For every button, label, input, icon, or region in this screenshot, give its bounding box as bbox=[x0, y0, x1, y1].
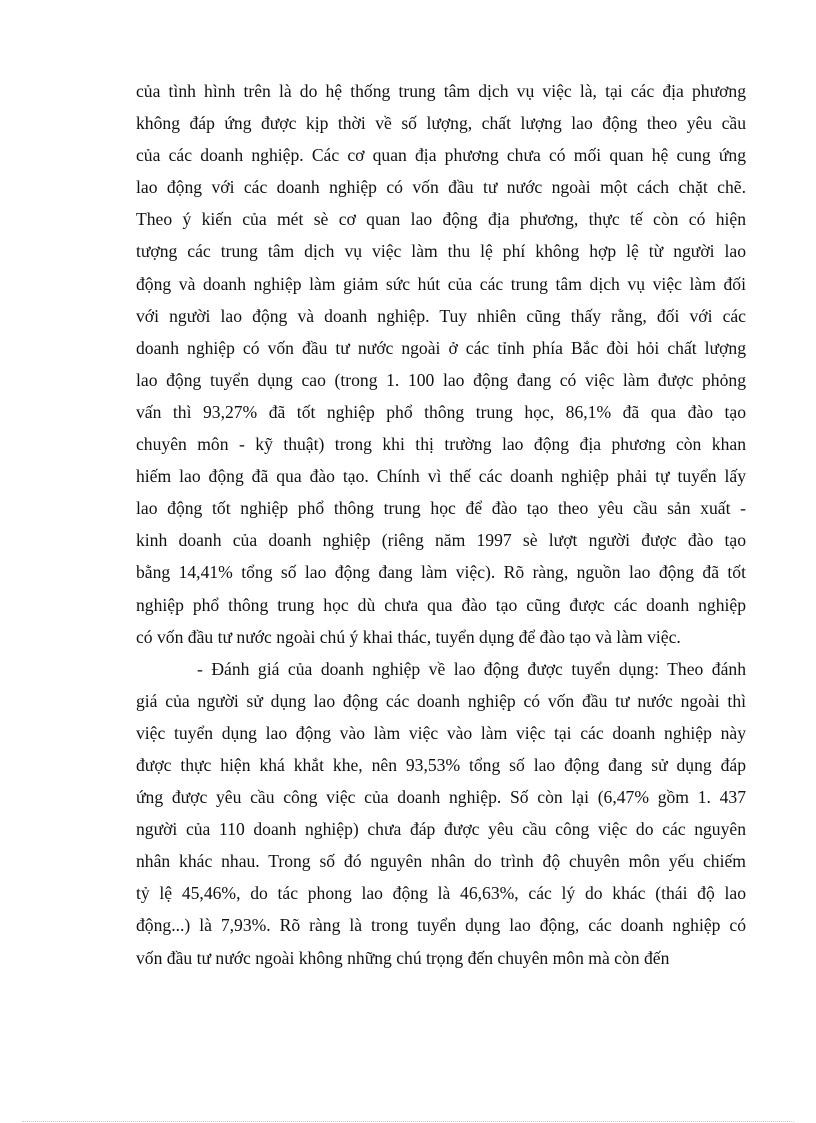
text-line: nhân khác nhau. Trong số đó nguyên nhân do trình độ chuyên môn yếu chiếm bbox=[136, 851, 746, 872]
text-line: chuyên môn - kỹ thuật) trong khi thị trường lao động địa phương còn khan bbox=[136, 434, 746, 455]
text-line: kinh doanh của doanh nghiệp (riêng năm 1997 sè lượt người được đào tạo bbox=[136, 530, 746, 551]
text-line: vốn đầu tư nước ngoài không những chú trọng đến chuyên môn mà còn đến bbox=[136, 947, 670, 968]
paragraph-1 bbox=[136, 75, 746, 653]
paragraph-2 bbox=[136, 653, 746, 974]
text-line: của tình hình trên là do hệ thống trung tâm dịch vụ việc là, tại các địa phương bbox=[136, 81, 746, 101]
text-line: lao động với các doanh nghiệp có vốn đầu tư nước ngoài một cách chặt chẽ. bbox=[136, 177, 746, 198]
text-line: ứng được yêu cầu công việc của doanh nghiệp. Số còn lại (6,47% gồm 1. 437 bbox=[136, 787, 746, 808]
text-line: với người lao động và doanh nghiệp. Tuy nhiên cũng thấy rằng, đối với các bbox=[136, 305, 746, 326]
text-line: có vốn đầu tư nước ngoài chú ý khai thác, tuyển dụng để đào tạo và làm việc. bbox=[136, 626, 681, 647]
text-line: được thực hiện khá khắt khe, nên 93,53% tổng số lao động đang sử dụng đáp bbox=[136, 754, 746, 775]
text-line: lao động tuyển dụng cao (trong 1. 100 lao động đang có việc làm được phỏng bbox=[136, 369, 746, 390]
text-line: - Đánh giá của doanh nghiệp về lao động được tuyển dụng: Theo đánh bbox=[197, 658, 746, 679]
text-line: giá của người sử dụng lao động các doanh nghiệp có vốn đầu tư nước ngoài thì bbox=[136, 690, 746, 711]
text-line: bằng 14,41% tổng số lao động đang làm việc). Rõ ràng, nguồn lao động đã tốt bbox=[136, 562, 746, 583]
text-line: doanh nghiệp có vốn đầu tư nước ngoài ở các tỉnh phía Bắc đòi hỏi chất lượng bbox=[136, 337, 746, 358]
text-line: không đáp ứng được kịp thời về số lượng, chất lượng lao động theo yêu cầu bbox=[136, 113, 746, 134]
text-line: tỷ lệ 45,46%, do tác phong lao động là 46,63%, các lý do khác (thái độ lao bbox=[136, 883, 746, 904]
text-line: lao động tốt nghiệp phổ thông trung học để đào tạo theo yêu cầu sản xuất - bbox=[136, 498, 746, 519]
text-line: việc tuyển dụng lao động vào làm việc vào làm việc tại các doanh nghiệp này bbox=[136, 722, 746, 743]
text-line: vấn thì 93,27% đã tốt nghiệp phổ thông trung học, 86,1% đã qua đào tạo bbox=[136, 401, 746, 422]
text-line: tượng các trung tâm dịch vụ việc làm thu lệ phí không hợp lệ từ người lao bbox=[136, 241, 746, 262]
text-line: nghiệp phổ thông trung học dù chưa qua đào tạo cũng được các doanh nghiệp bbox=[136, 594, 746, 615]
text-line: động và doanh nghiệp làm giảm sức hút của các trung tâm dịch vụ việc làm đối bbox=[136, 273, 746, 294]
body-text bbox=[136, 75, 746, 974]
text-line: người của 110 doanh nghiệp) chưa đáp được yêu cầu công việc do các nguyên bbox=[136, 819, 746, 840]
text-line: hiếm lao động đã qua đào tạo. Chính vì thế các doanh nghiệp phải tự tuyển lấy bbox=[136, 466, 746, 487]
text-line: Theo ý kiến của mét sè cơ quan lao động địa phương, thực tế còn có hiện bbox=[136, 209, 746, 230]
text-line: của các doanh nghiệp. Các cơ quan địa phương chưa có mối quan hệ cung ứng bbox=[136, 145, 746, 166]
text-line: động...) là 7,93%. Rõ ràng là trong tuyển dụng lao động, các doanh nghiệp có bbox=[136, 915, 746, 936]
page-bottom-rule bbox=[22, 1121, 794, 1122]
